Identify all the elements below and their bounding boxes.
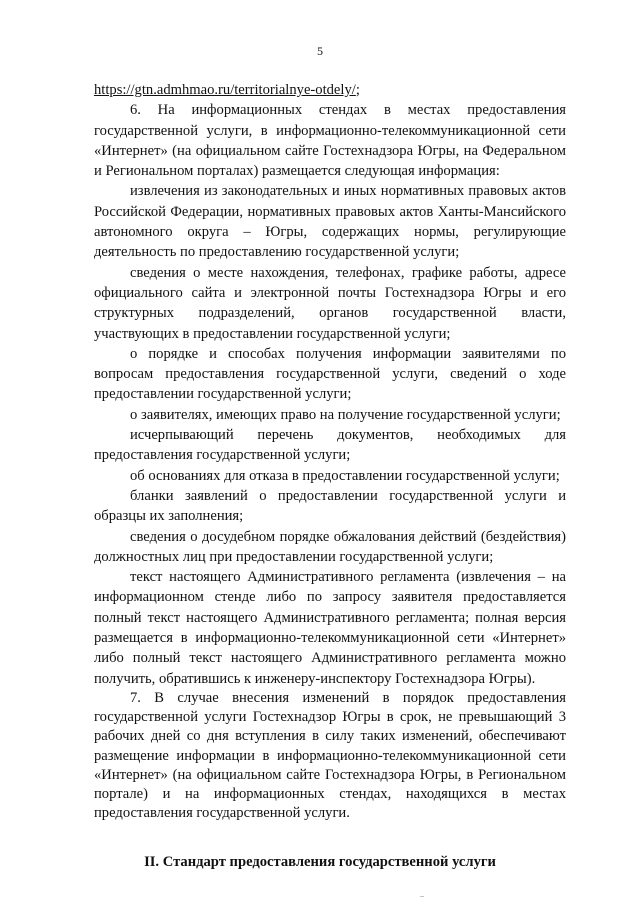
document-body — [94, 80, 566, 823]
list-item-refusal-grounds: об основаниях для отказа в предоставлении государственной услуги; — [130, 467, 560, 484]
url-line-tail: ; — [355, 82, 360, 98]
section-heading: II. Стандарт предоставления государственной услуги — [144, 854, 496, 870]
list-item-documents: исчерпывающий перечень документов, необходимых для предоставления государственной услуги; — [94, 427, 566, 464]
list-item-contacts: сведения о месте нахождения, телефонах, графике работы, адресе официального сайта и электронной почты Гостехнадзора Югры и его структурных подразделений, органов государственной власти, участвующих в предоставлении государственной услуги; — [94, 264, 566, 342]
list-item-info-procedure: о порядке и способах получения информации заявителями по вопросам предоставления государственной услуги, сведений о ходе предоставлении государственной услуги; — [94, 345, 566, 403]
list-item-legal-acts: извлечения из законодательных и иных нормативных правовых актов Российской Федерации, нормативных правовых актов Ханты-Мансийского автономного округа – Югры, содержащих нормы, регулирующие деятельность по предоставлению государственной услуги; — [94, 183, 566, 261]
list-item-applicants: о заявителях, имеющих право на получение государственной услуги; — [130, 406, 561, 423]
page-number: 5 — [317, 44, 323, 58]
footer-mark: .. — [420, 890, 424, 899]
paragraph-7: 7. В случае внесения изменений в порядок предоставления государственной услуги Гостехнадзор Югры в срок, не превышающий 3 рабочих дней со дня вступления в силу таких изменений, обеспечивают размещение информации в информационно-телекоммуникационной сети «Интернет» (на официальном сайте Гостехнадзора Югры, в Региональном портале) и на информационных стендах, находящихся в местах предоставления государственной услуги. — [94, 689, 566, 822]
list-item-appeal: сведения о досудебном порядке обжалования действий (бездействия) должностных лиц при предоставлении государственной услуги; — [94, 528, 566, 565]
paragraph-6: 6. На информационных стендах в местах предоставления государственной услуги, в информационно-телекоммуникационной сети «Интернет» (на официальном сайте Гостехнадзора Югры, на Федеральном и Региональном порталах) размещается следующая информация: — [94, 102, 566, 180]
territorial-offices-link[interactable]: https://gtn.admhmao.ru/territorialnye-otdely/ — [94, 82, 356, 98]
list-item-regulation-text: текст настоящего Административного регламента (извлечения – на информационном стенде либо по запросу заявителя предоставляется полный текст настоящего Административного регламента; полная версия размещается в информационно-телекоммуникационной сети «Интернет» либо полный текст настоящего Административного регламента можно получить, обратившись к инженеру-инспектору Гостехнадзора Югры). — [94, 569, 566, 687]
list-item-forms: бланки заявлений о предоставлении государственной услуги и образцы их заполнения; — [94, 487, 566, 525]
url-line — [94, 80, 566, 100]
